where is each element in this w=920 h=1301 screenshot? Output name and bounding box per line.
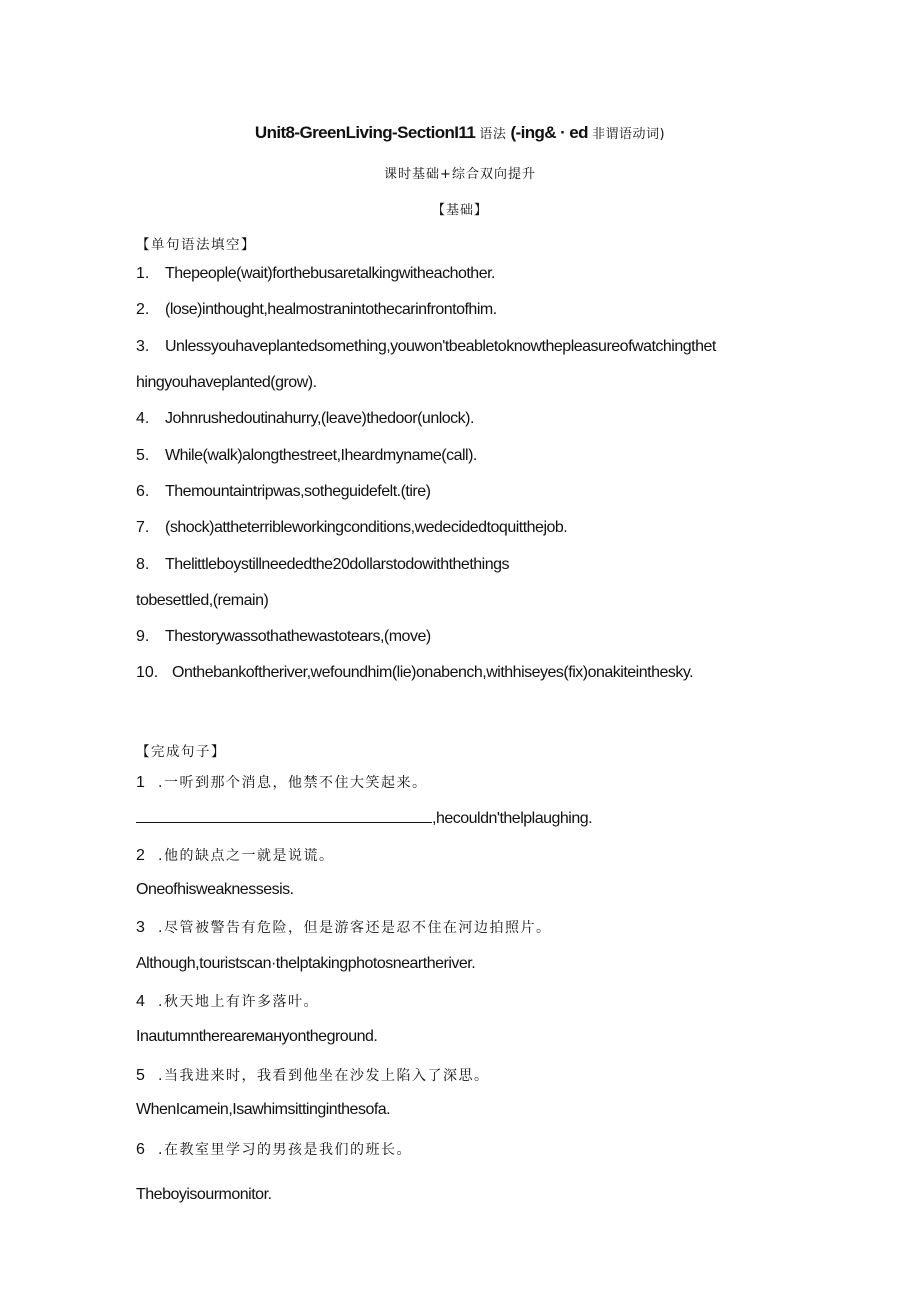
sentence-item-4-prompt: 4 .秋天地上有许多落叶。 xyxy=(136,993,319,1010)
exercise-item-3-continued: hingyouhaveplanted(grow). xyxy=(136,374,317,391)
exercise-item-2: 2. (lose)inthought,healmostranintothecarinfrontofhim. xyxy=(136,301,497,318)
exercise-item-8-continued: tobesettled,(remain) xyxy=(136,592,269,609)
section-heading-complete-sentences: 【完成句子】 xyxy=(136,744,226,760)
sentence-item-6-answer: Theboyisourmonitor. xyxy=(136,1186,272,1203)
sentence-item-5-answer: WhenIcamein,Isawhimsittinginthesofa. xyxy=(136,1101,391,1118)
answer-blank[interactable] xyxy=(136,808,432,823)
sentence-item-3-prompt: 3 .尽管被警告有危险，但是游客还是忍不住在河边拍照片。 xyxy=(136,919,552,936)
sentence-item-6-prompt: 6 .在教室里学习的男孩是我们的班长。 xyxy=(136,1141,412,1158)
document-subtitle: 课时基础+综合双向提升 xyxy=(384,167,536,182)
exercise-item-9: 9. Thestorywassothathewastotears,(move) xyxy=(136,628,431,645)
sentence-item-1-prompt: 1 .一听到那个消息，他禁不住大笑起来。 xyxy=(136,774,428,791)
exercise-item-6: 6. Themountaintripwas,sotheguidefelt.(tire) xyxy=(136,483,431,500)
level-label: 【基础】 xyxy=(431,203,488,218)
exercise-item-5: 5. While(walk)alongthestreet,Iheardmyname(call). xyxy=(136,447,477,464)
document-title: Unit8-GreenLiving-SectionI11 语法 (-ing& · ed 非谓语动词) xyxy=(254,123,666,142)
section-heading-grammar-fill: 【单句语法填空】 xyxy=(136,237,256,253)
sentence-item-4-answer: Inautumnthereareманyontheground. xyxy=(136,1028,378,1045)
exercise-item-1: 1. Thepeople(wait)forthebusaretalkingwitheachother. xyxy=(136,265,495,282)
sentence-item-2-answer: Oneofhisweaknessesis. xyxy=(136,881,294,898)
exercise-item-3: 3. Unlessyouhaveplantedsomething,youwon'tbeabletoknowthepleasureofwatchingthet xyxy=(136,338,716,355)
sentence-item-3-answer: Although,touristscan·thelptakingphotosneartheriver. xyxy=(136,955,476,972)
exercise-item-4: 4. Johnrushedoutinahurry,(leave)thedoor(unlock). xyxy=(136,410,474,427)
sentence-item-1-answer: ,hecouldn'thelplaughing. xyxy=(136,808,592,828)
exercise-item-8: 8. Thelittleboystillneededthe20dollarstodowiththethings xyxy=(136,556,510,573)
exercise-item-7: 7. (shock)attheterribleworkingconditions,wedecidedtoquitthejob. xyxy=(136,519,568,536)
sentence-item-5-prompt: 5 .当我进来时，我看到他坐在沙发上陷入了深思。 xyxy=(136,1067,490,1084)
sentence-item-2-prompt: 2 .他的缺点之一就是说谎。 xyxy=(136,847,335,864)
exercise-item-10: 10. Onthebankoftheriver,wefoundhim(lie)onabench,withhiseyes(fix)onakiteinthesky. xyxy=(136,664,694,681)
